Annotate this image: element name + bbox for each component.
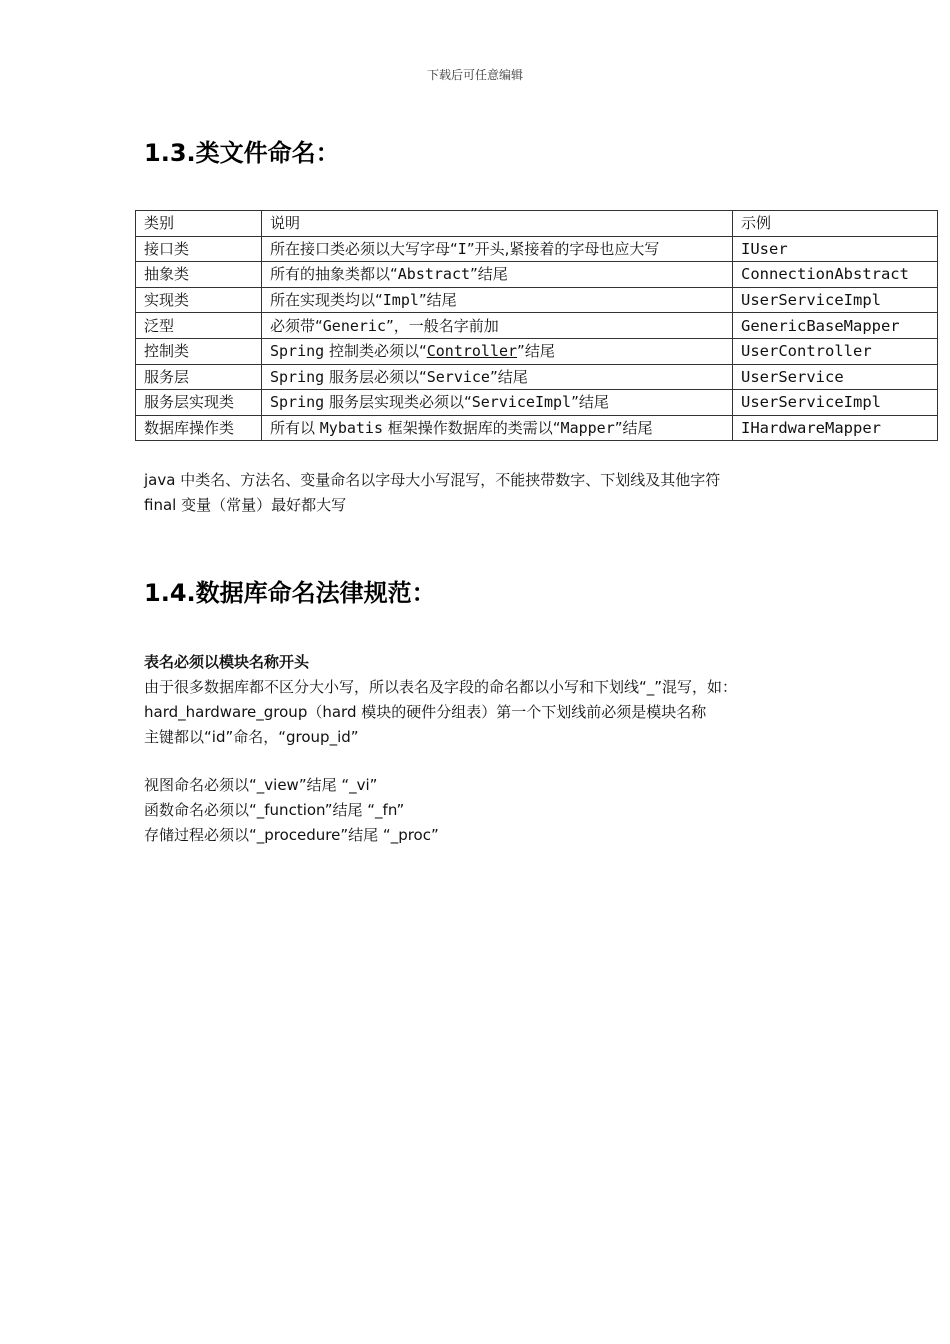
- row-description: 所有的抽象类都以“Abstract”结尾: [262, 262, 733, 288]
- subheading: 表名必须以模块名称开头: [144, 653, 310, 671]
- row-category: 数据库操作类: [136, 415, 262, 441]
- row-example: IUser: [733, 236, 938, 262]
- row-example: UserServiceImpl: [733, 287, 938, 313]
- row-example: UserService: [733, 364, 938, 390]
- note-line: final 变量（常量）最好都大写: [144, 496, 347, 514]
- table-row: [136, 313, 938, 339]
- rule-line: hard_hardware_group（hard 模块的硬件分组表）第一个下划线前必须是模块名称: [144, 703, 707, 721]
- section-heading-1-4: 1.4.数据库命名法律规范：: [144, 579, 436, 607]
- db-naming-rules: [144, 650, 737, 750]
- class-naming-table: [135, 210, 938, 441]
- row-category: 服务层实现类: [136, 390, 262, 416]
- table-row: [136, 262, 938, 288]
- row-description: 所在实现类均以“Impl”结尾: [262, 287, 733, 313]
- rule-line: 存储过程必须以“_procedure”结尾 “_proc”: [144, 826, 439, 844]
- row-example: IHardwareMapper: [733, 415, 938, 441]
- section-heading-1-3: 1.3.类文件命名：: [144, 139, 340, 167]
- rule-line: 由于很多数据库都不区分大小写，所以表名及字段的命名都以小写和下划线“_”混写，如：: [144, 678, 738, 696]
- header-category: 类别: [136, 211, 262, 237]
- db-object-naming-rules: [144, 773, 439, 848]
- table-row: [136, 415, 938, 441]
- row-example: UserController: [733, 338, 938, 364]
- row-description: Spring 服务层实现类必须以“ServiceImpl”结尾: [262, 390, 733, 416]
- row-description: 所有以 Mybatis 框架操作数据库的类需以“Mapper”结尾: [262, 415, 733, 441]
- row-category: 实现类: [136, 287, 262, 313]
- table-row: [136, 364, 938, 390]
- rule-line: 函数命名必须以“_function”结尾 “_fn”: [144, 801, 405, 819]
- class-naming-notes: [144, 468, 720, 518]
- row-category: 泛型: [136, 313, 262, 339]
- table-row: [136, 338, 938, 364]
- row-category: 服务层: [136, 364, 262, 390]
- row-category: 控制类: [136, 338, 262, 364]
- row-category: 抽象类: [136, 262, 262, 288]
- rule-line: 主键都以“id”命名，“group_id”: [144, 728, 359, 746]
- table-row: [136, 236, 938, 262]
- table-row: [136, 390, 938, 416]
- row-example: ConnectionAbstract: [733, 262, 938, 288]
- note-line: java 中类名、方法名、变量命名以字母大小写混写，不能挟带数字、下划线及其他字符: [144, 471, 721, 489]
- rule-line: 视图命名必须以“_view”结尾 “_vi”: [144, 776, 378, 794]
- table-row: [136, 287, 938, 313]
- header-note: 下载后可任意编辑: [426, 68, 523, 82]
- header-example: 示例: [733, 211, 938, 237]
- row-example: UserServiceImpl: [733, 390, 938, 416]
- row-description: 必须带“Generic”，一般名字前加: [262, 313, 733, 339]
- table-header-row: [136, 211, 938, 237]
- row-description: Spring 服务层必须以“Service”结尾: [262, 364, 733, 390]
- row-category: 接口类: [136, 236, 262, 262]
- row-example: GenericBaseMapper: [733, 313, 938, 339]
- header-description: 说明: [262, 211, 733, 237]
- row-description: Spring 控制类必须以“Controller”结尾: [262, 338, 733, 364]
- row-description: 所在接口类必须以大写字母“I”开头,紧接着的字母也应大写: [262, 236, 733, 262]
